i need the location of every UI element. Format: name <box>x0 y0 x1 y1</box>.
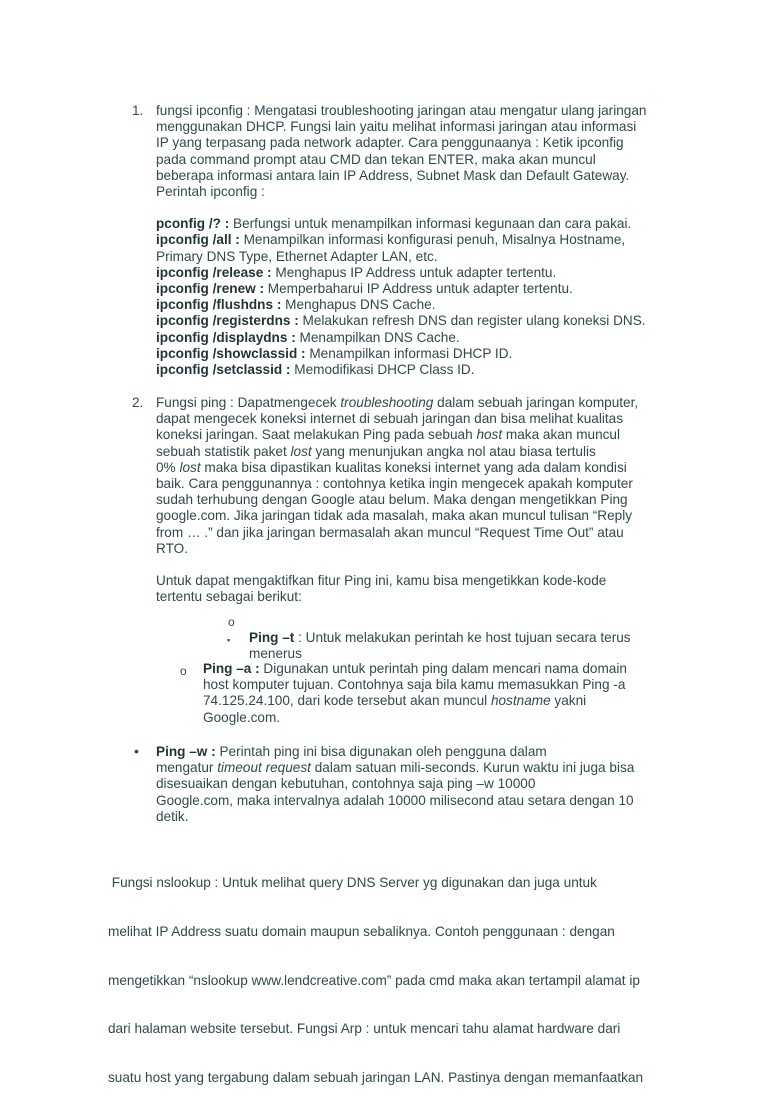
command-line <box>156 346 716 362</box>
text-line: suatu host yang tergabung dalam sebuah jaringan LAN. Pastinya dengan memanfaatkan <box>108 1069 644 1085</box>
list-item-ping-t <box>249 630 689 662</box>
text: mengatur <box>156 760 218 776</box>
italic-text: troubleshooting <box>340 395 434 410</box>
text-line: disesuaikan dengan kebutuhan, contohnya saja ping –w 10000 <box>156 776 536 792</box>
text: maka bisa dipastikan kualitas koneksi internet yang ada dalam kondisi <box>200 459 627 475</box>
command-name: ipconfig /displaydns : <box>156 329 296 345</box>
command-name: Ping –a : <box>203 661 260 676</box>
italic-text: lost <box>290 443 312 459</box>
list-item-ping-a <box>203 661 703 726</box>
list-item-ping-w <box>156 744 716 825</box>
text-line: Perintah ipconfig : <box>156 184 265 200</box>
command-line <box>156 249 716 265</box>
list-number: 1. <box>132 103 144 118</box>
text: Fungsi ping : Dapatmengecek <box>156 395 341 410</box>
command-name: pconfig /? : <box>156 216 230 232</box>
list-item-ping <box>132 395 716 605</box>
text-line <box>156 444 716 460</box>
text-line: sudah terhubung dengan Google atau belum. Maka dengan mengetikkan Ping <box>156 492 628 508</box>
text-line: RTO. <box>156 540 188 556</box>
text: koneksi jaringan. Saat melakukan Ping pada sebuah <box>156 427 477 443</box>
command-name: ipconfig /registerdns : <box>156 313 299 329</box>
text: 74.125.24.100, dari kode tersebut akan muncul <box>203 693 491 709</box>
text-line: baik. Cara penggunannya : contohnya ketika ingin mengecek apakah komputer <box>156 476 633 492</box>
command-name: ipconfig /all : <box>156 232 240 248</box>
command-name: ipconfig /flushdns : <box>156 297 282 313</box>
command-line <box>156 216 716 232</box>
text: 0% <box>156 459 180 475</box>
text-line: IP yang terpasang pada network adapter. Cara penggunaanya : Ketik ipconfig <box>156 135 624 151</box>
command-desc: Memodifikasi DHCP Class ID. <box>290 362 475 378</box>
dot-bullet-icon: • <box>134 743 139 759</box>
text: yakni <box>550 693 587 709</box>
text-line: Fungsi nslookup : Untuk melihat query DNS Server yg digunakan dan juga untuk <box>108 875 597 891</box>
command-line <box>156 362 716 378</box>
italic-text: hostname <box>490 693 551 709</box>
command-line <box>156 297 716 313</box>
command-desc: Menampilkan informasi DHCP ID. <box>305 345 513 361</box>
command-line <box>156 330 716 346</box>
text-line: tertentu sebagai berikut: <box>156 589 302 605</box>
text-line: dapat mengecek koneksi internet di sebuah jaringan dan bisa melihat kualitas <box>156 411 624 427</box>
text-line: Untuk dapat mengaktifkan fitur Ping ini, kamu bisa mengetikkan kode-kode <box>156 573 607 589</box>
command-name: Ping –w : <box>156 744 216 759</box>
text: maka akan muncul <box>502 427 621 443</box>
text-line: melihat IP Address suatu domain maupun sebaliknya. Contoh penggunaan : dengan <box>108 924 615 940</box>
text-line: menerus <box>249 646 302 662</box>
text: dalam satuan mili-seconds. Kurun waktu ini juga bisa <box>310 760 635 776</box>
command-desc: Menampilkan informasi konfigurasi penuh, Misalnya Hostname, <box>239 232 626 248</box>
circle-bullet-icon: o <box>228 615 235 629</box>
command-line <box>156 313 716 329</box>
text-line <box>156 760 716 776</box>
square-bullet-icon: ▪ <box>227 635 231 645</box>
command-desc: Digunakan untuk perintah ping dalam mencari nama domain <box>259 661 627 676</box>
text-line <box>156 427 716 443</box>
italic-text: lost <box>179 459 201 475</box>
text-line: from … .” dan jika jaringan bermasalah akan muncul “Request Time Out” atau <box>156 524 624 540</box>
text: sebuah statistik paket <box>156 443 291 459</box>
command-name: ipconfig /setclassid : <box>156 362 291 378</box>
text-line <box>156 460 716 476</box>
command-desc: Menghapus DNS Cache. <box>281 297 436 313</box>
command-name: ipconfig /renew : <box>156 281 264 297</box>
command-desc: Memperbaharui IP Address untuk adapter tertentu. <box>264 281 573 297</box>
italic-text: timeout request <box>217 760 311 776</box>
command-name: Ping –t <box>249 630 295 645</box>
command-desc: Berfungsi untuk menampilkan informasi kegunaan dan cara pakai. <box>229 216 632 232</box>
list-item-ipconfig <box>132 103 716 378</box>
text-line <box>156 395 716 411</box>
text: dalam sebuah jaringan komputer, <box>433 395 639 410</box>
text-line: beberapa informasi antara lain IP Address, Subnet Mask dan Default Gateway. <box>156 167 630 183</box>
text-line: Google.com, maka intervalnya adalah 10000 milisecond atau setara dengan 10 <box>156 792 634 808</box>
command-desc: Perintah ping ini bisa digunakan oleh pengguna dalam <box>215 744 547 759</box>
command-line <box>156 265 716 281</box>
command-name: ipconfig /showclassid : <box>156 345 306 361</box>
text-line: pada command prompt atau CMD dan tekan ENTER, maka akan muncul <box>156 151 596 167</box>
text-line: menggunakan DHCP. Fungsi lain yaitu melihat informasi jaringan atau informasi <box>156 119 637 135</box>
command-desc: Melakukan refresh DNS dan register ulang koneksi DNS. <box>298 313 646 329</box>
text-line <box>203 693 703 709</box>
italic-text: host <box>476 427 503 443</box>
command-line <box>156 281 716 297</box>
text: yang menunjukan angka nol atau biasa tertulis <box>311 443 596 459</box>
text-line: google.com. Jika jaringan tidak ada masalah, maka akan muncul tulisan “Reply <box>156 508 633 524</box>
closing-paragraph <box>108 843 728 1102</box>
list-number: 2. <box>132 395 144 410</box>
command-name: ipconfig /release : <box>156 264 272 280</box>
text-line: mengetikkan “nslookup www.lendcreative.com” pada cmd maka akan tertampil alamat ip <box>108 972 640 988</box>
command-desc: Menampilkan DNS Cache. <box>295 329 460 345</box>
command-desc: Menghapus IP Address untuk adapter tertentu. <box>271 264 557 280</box>
command-line <box>156 232 716 248</box>
text-line: fungsi ipconfig : Mengatasi troubleshooting jaringan atau mengatur ulang jaringan <box>156 103 647 118</box>
text-line: Google.com. <box>203 709 281 725</box>
command-desc: Primary DNS Type, Ethernet Adapter LAN, etc. <box>156 248 438 264</box>
text-line <box>203 661 703 677</box>
circle-bullet-icon: o <box>180 664 187 678</box>
text-line <box>156 744 716 760</box>
text-line <box>249 630 689 646</box>
command-desc: : Untuk melakukan perintah ke host tujuan secara terus <box>294 630 631 645</box>
text-line: dari halaman website tersebut. Fungsi Arp : untuk mencari tahu alamat hardware dari <box>108 1021 621 1037</box>
text-line: detik. <box>156 808 189 824</box>
text-line: host komputer tujuan. Contohnya saja bila kamu memasukkan Ping -a <box>203 677 626 693</box>
